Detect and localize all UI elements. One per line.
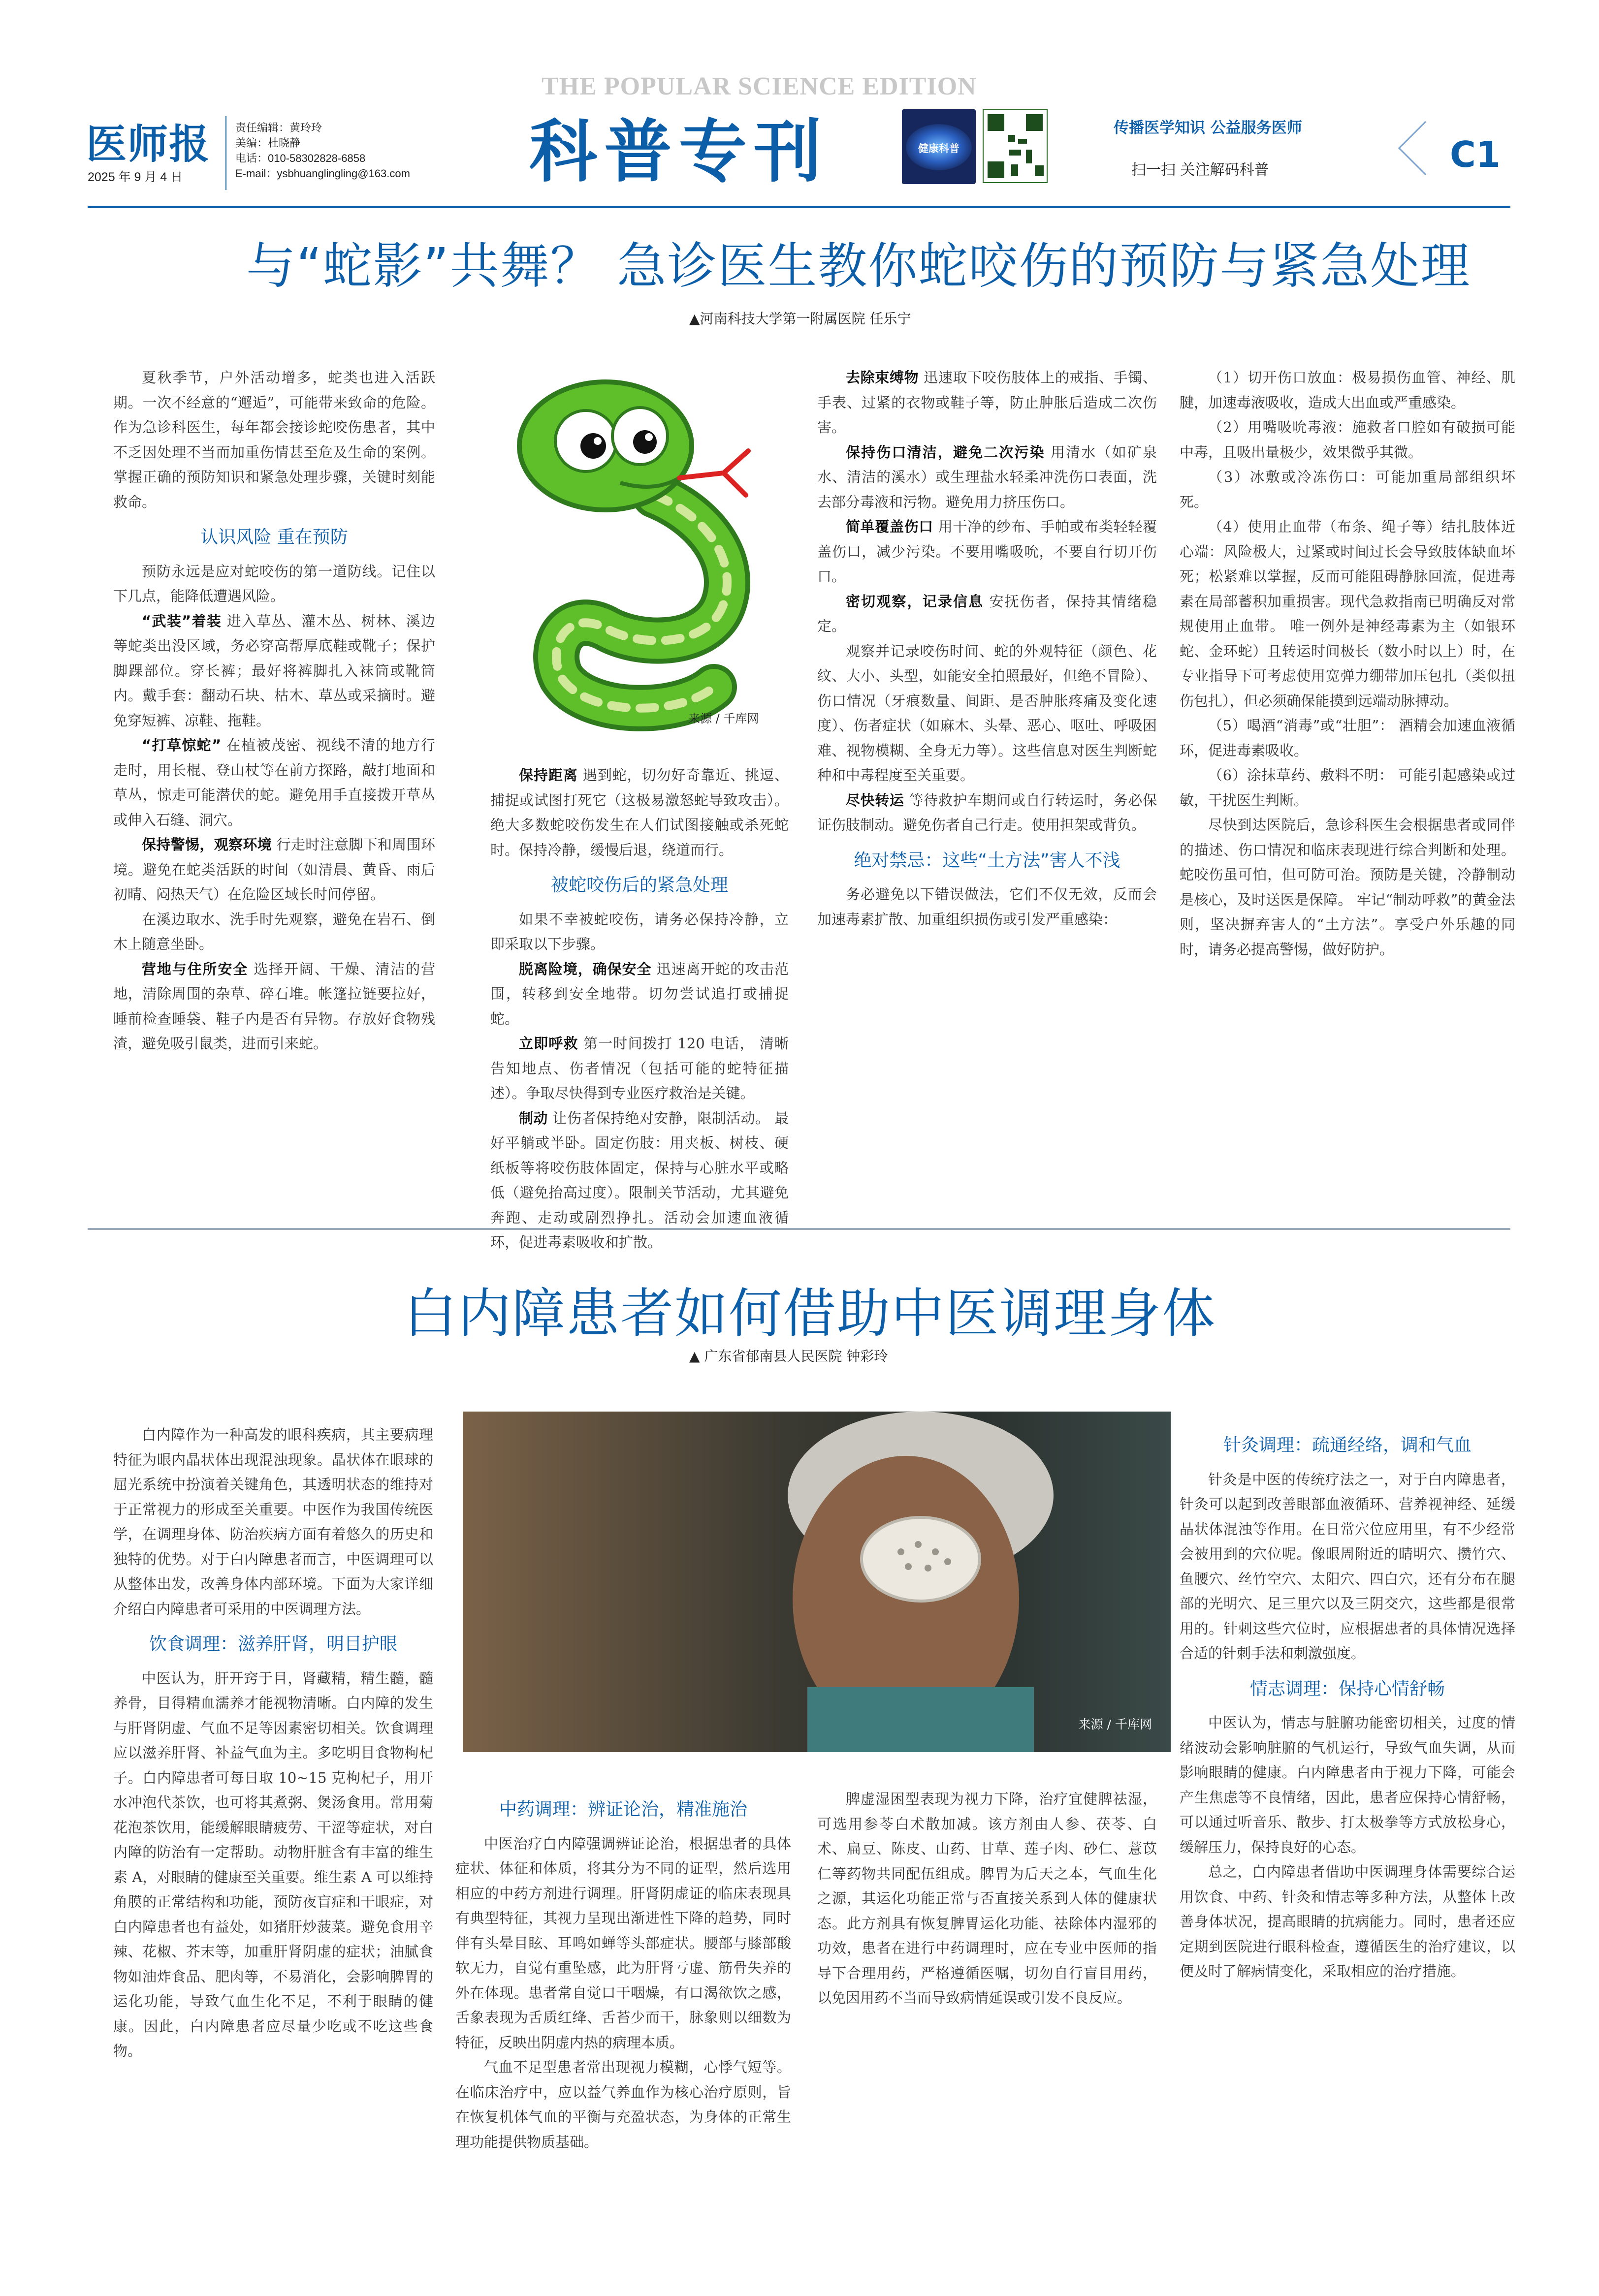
article2-byline: ▲ 广东省郁南县人民医院 钟彩玲: [689, 1348, 888, 1364]
snake-illustration: [492, 372, 798, 751]
article1-watch-label: 密切观察，记录信息: [846, 593, 984, 610]
article1-cover-text: 用干净的纱布、手帕或布类轻轻覆盖伤口，减少污染。不要用嘴吸吮，不要自行切开伤口。: [817, 518, 1157, 585]
page-number: C1: [1450, 134, 1501, 175]
article2-image-credit: 来源 / 千库网: [1078, 1717, 1152, 1731]
masthead-name: 医师报: [86, 121, 211, 168]
slogan: 传播医学知识 公益服务医师: [1114, 119, 1302, 137]
article1-forbidden-text: 务必避免以下错误做法，它们不仅无效，反而会加速毒素扩散、加重组织损伤或引发严重感染：: [817, 886, 1157, 928]
article1-forbid-2: （2）用嘴吸吮毒液：施救者口腔如有破损可能中毒，且吸出量极少，效果微乎其微。: [1180, 419, 1515, 461]
article1-clean-text: 用清水（如矿泉水、清洁的溪水）或生理盐水轻柔冲洗伤口表面，洗去部分毒液和污物。避免用力挤压伤口。: [817, 443, 1157, 510]
article1-forbid-3: （3）冰敷或冷冻伤口：可能加重局部组织坏死。: [1180, 469, 1515, 510]
article1-gear-label: “武装”着装: [142, 612, 222, 629]
chevron-left-icon: [1398, 121, 1452, 175]
issue-date: 2025 年 9 月 4 日: [88, 170, 183, 184]
article2-column-3: [817, 1787, 1157, 2011]
article1-escape-text: 迅速离开蛇的攻击范围，转移到安全地带。切勿尝试追打或捕捉蛇。: [490, 960, 789, 1027]
article2-column-1: [113, 1422, 433, 2064]
article2-acupuncture-text: 针灸是中医的传统疗法之一，对于白内障患者，针灸可以起到改善眼部血液循环、营养视神经、延缓晶状体混浊等作用。在日常穴位应用里，有不少经常会被用到的穴位呢。像眼周附近的睛明穴、攒竹穴、鱼腰穴、丝竹空穴、太阳穴、四白穴，还有分布在腿部的光明穴、足三里穴以及三阴交穴，这些都是很常用的。针刺这些穴位时，应根据患者的具体情况选择合适的针刺手法和刺激强度。: [1180, 1471, 1515, 1662]
article1-escape-label: 脱离险境，确保安全: [519, 960, 652, 977]
article1-byline: ▲河南科技大学第一附属医院 任乐宁: [689, 311, 911, 327]
article1-forbid-1: （1）切开伤口放血：极易损伤血管、神经、肌腱，加速毒液吸收，造成大出血或严重感染。: [1180, 369, 1515, 411]
article-separator: [88, 1228, 1510, 1230]
article1-forbid-6: （6）涂抹草药、敷料不明： 可能引起感染或过敏，干扰医生判断。: [1180, 767, 1515, 809]
article1-call-label: 立即呼救: [519, 1035, 578, 1052]
article1-column-1: [113, 365, 435, 1056]
staff-designer: 美编：杜晓静: [235, 137, 301, 149]
article1-call-text: 第一时间拨打 120 电话， 清晰告知地点、伤者情况（包括可能的蛇特征描述）。争取尽快得到专业医疗救治是关键。: [490, 1035, 789, 1101]
qr-code-icon[interactable]: [983, 109, 1048, 183]
article1-escape: [490, 957, 789, 1032]
article2-heading-acupuncture: 针灸调理：疏通经络，调和气血: [1223, 1435, 1471, 1455]
article1-risk-text: 预防永远是应对蛇咬伤的第一道防线。记住以下几点，能降低遭遇风险。: [113, 563, 435, 604]
article1-brake-text: 让伤者保持绝对安静，限制活动。 最好平躺或半卧。固定伤肢：用夹板、树枝、硬纸板等将咬伤肢体固定，保持与心脏水平或略低（避免抬高过度）。限制关节活动，尤其避免奔跑、走动或剧烈挣扎。活动会加速血液循环，促进毒素吸收和扩散。: [490, 1109, 789, 1251]
article1-fast-text: 等待救护车期间或自行转运时，务必保证伤肢制动。避免伤者自己行走。使用担架或背负。: [817, 791, 1157, 833]
article2-conclusion: 总之，白内障患者借助中医调理身体需要综合运用饮食、中药、针灸和情志等多种方法，从整体上改善身体状况，提高眼睛的抗病能力。同时，患者还应定期到医院进行眼科检查，遵循医生的治疗建议，以便及时了解病情变化，采取相应的治疗措施。: [1180, 1863, 1515, 1980]
article2-herb-text-3: 脾虚湿困型表现为视力下降，治疗宜健脾祛湿，可选用参苓白术散加减。该方剂由人参、茯苓、白术、扁豆、陈皮、山药、甘草、莲子肉、砂仁、薏苡仁等药物共同配伍组成。脾胃为后天之本，气血生化之源，其运化功能正常与否直接关系到人体的健康状态。此方剂具有恢复脾胃运化功能、祛除体内湿邪的功效，患者在进行中药调理时，应在专业中医师的指导下合理用药，严格遵循医嘱，切勿自行盲目用药，以免因用药不当而导致病情延误或引发不良反应。: [817, 1791, 1157, 2006]
article1-fast: [817, 788, 1157, 838]
article1-intro: 夏秋季节，户外活动增多，蛇类也进入活跃期。一次不经意的“邂逅”，可能带来致命的危险。作为急诊科医生，每年都会接诊蛇咬伤患者，其中不乏因处理不当而加重伤情甚至危及生命的案例。掌握正确的预防知识和紧急处理步骤，关键时刻能救命。: [113, 369, 435, 510]
staff-info: [235, 120, 410, 181]
article1-water: 在溪边取水、洗手时先观察，避免在岩石、倒木上随意坐卧。: [113, 911, 435, 952]
tv-logo: [902, 109, 976, 184]
article1-watch-detail: 观察并记录咬伤时间、蛇的外观特征（颜色、花纹、大小、头型，如能安全拍照最好，但绝不冒险）、伤口情况（牙痕数量、间距、是否肿胀疼痛及变化速度）、伤者症状（如麻木、头晕、恶心、呕吐、呼吸困难、视物模糊、全身无力等）。这些信息对医生判断蛇种和中毒程度至关重要。: [817, 642, 1157, 784]
snake-icon: [492, 372, 798, 751]
article1-title: 与“蛇影”共舞？ 急诊医生教你蛇咬伤的预防与紧急处理: [246, 237, 1471, 295]
article2-mood-text: 中医认为，情志与脏腑功能密切相关，过度的情绪波动会影响脏腑的气机运行，导致气血失调，从而影响眼睛的健康。白内障患者由于视力下降，可能会产生焦虑等不良情绪，因此，患者应保持心情舒畅，可以通过听音乐、散步、打太极拳等方式放松身心，缓解压力，保持良好的心态。: [1180, 1714, 1515, 1856]
article1-cover-label: 简单覆盖伤口: [846, 518, 933, 535]
scan-prompt: 扫一扫 关注解码科普: [1131, 161, 1269, 179]
article1-call: [490, 1031, 789, 1106]
masthead-divider: [225, 116, 226, 190]
article1-camp: [113, 957, 435, 1056]
article1-distance-text: 遇到蛇，切勿好奇靠近、挑逗、捕捉或试图打死它（这极易激怒蛇导致攻击）。绝大多数蛇咬伤发生在人们试图接触或杀死蛇时。保持冷静，缓慢后退，绕道而行。: [490, 767, 789, 858]
article2-herb-text-2: 气血不足型患者常出现视力模糊，心悸气短等。在临床治疗中，应以益气养血作为核心治疗原则，旨在恢复机体气血的平衡与充盈状态，为身体的正常生理功能提供物质基础。: [455, 2059, 791, 2150]
article1-distance-label: 保持距离: [519, 767, 578, 784]
staff-email: E-mail：ysbhuanglingling@163.com: [235, 167, 410, 180]
article1-column-2: [490, 763, 789, 1255]
article1-camp-label: 营地与住所安全: [142, 960, 249, 977]
article1-grass-label: “打草惊蛇”: [142, 737, 222, 754]
tv-logo-label: 健康科普: [918, 143, 959, 155]
article1-clean-label: 保持伤口清洁，避免二次污染: [846, 443, 1045, 461]
article1-closing: 尽快到达医院后，急诊科医生会根据患者或同伴的描述、伤口情况和临床表现进行综合判断和处理。蛇咬伤虽可怕，但可防可治。预防是关键，冷静制动是核心，及时送医是保障。 牢记“制动呼救”的黄金法则，坚决摒弃害人的“土方法”。享受户外乐趣的同时，请务必提高警惕，做好防护。: [1180, 817, 1515, 958]
article1-gear: [113, 609, 435, 733]
article1-brake-label: 制动: [519, 1109, 548, 1127]
article2-diet-text: 中医认为，肝开窍于目，肾藏精，精生髓，髓养骨，目得精血濡养才能视物清晰。白内障的发生与肝肾阴虚、气血不足等因素密切相关。饮食调理应以滋养肝肾、补益气血为主。多吃明目食物枸杞子。白内障患者可每日取 10~15 克枸杞子，用开水冲泡代茶饮，也可将其煮粥、煲汤食用。常用菊花泡茶饮用，能缓解眼睛疲劳、干涩等症状，对白内障的防治有一定帮助。动物肝脏含有丰富的维生素 A，对眼睛的健康至关重要。维生素 A 可以维持角膜的正常结构和功能，预防夜盲症和干眼症，对白内障患者也有益处，如猪肝炒菠菜。避免食用辛辣、花椒、芥末等，加重肝肾阴虚的症状；油腻食物如油炸食品、肥肉等，不易消化，会影响脾胃的运化功能，导致气血生化不足，不利于眼睛的健康。因此，白内障患者应尽量少吃或不吃这些食物。: [113, 1669, 433, 2059]
article2-column-4: [1180, 1422, 1515, 1984]
patient-with-eye-shield-image: [463, 1412, 1171, 1752]
article1-emergency-text: 如果不幸被蛇咬伤，请务必保持冷静，立即采取以下步骤。: [490, 911, 789, 952]
article1-column-3: [817, 365, 1157, 932]
staff-editor: 责任编辑：黄玲玲: [235, 122, 322, 134]
article1-grass: [113, 733, 435, 832]
article1-image-credit: 来源 / 千库网: [688, 712, 759, 725]
article2-title: 白内障患者如何借助中医调理身体: [404, 1283, 1216, 1345]
article1-gear-text: 进入草丛、灌木丛、树林、溪边等蛇类出没区域，务必穿高帮厚底鞋或靴子；保护脚踝部位。穿长裤；最好将裤脚扎入袜筒或靴筒内。戴手套：翻动石块、枯木、草丛或采摘时。避免穿短裤、凉鞋、拖鞋。: [113, 612, 436, 729]
article1-heading-forbidden: 绝对禁忌：这些“土方法”害人不浅: [854, 850, 1120, 871]
article1-forbid-4: （4）使用止血带（布条、绳子等）结扎肢体近心端：风险极大，过紧或时间过长会导致肢体缺血坏死；松紧难以掌握，反而可能阻碍静脉回流，促进毒素在局部蓄积加重损害。现代急救指南已明确反对常规使用止血带。 唯一例外是神经毒素为主（如银环蛇、金环蛇）且转运时间极长（数小时以上）时，在专业指导下可考虑使用宽弹力绷带加压包扎（类似扭伤包扎），但必须确保能摸到远端动脉搏动。: [1180, 518, 1515, 709]
article1-watch-text: 安抚伤者，保持其情绪稳定。: [817, 593, 1157, 634]
article1-brake: [490, 1106, 789, 1255]
cataract-patient-photo: [463, 1412, 1171, 1752]
article1-camp-text: 选择开阔、干燥、清洁的营地，清除周围的杂草、碎石堆。帐篷拉链要拉好，睡前检查睡袋、鞋子内是否有异物。存放好食物残渣，避免吸引鼠类，进而引来蛇。: [113, 960, 435, 1052]
article2-heading-herb: 中药调理：辨证论治，精准施治: [499, 1799, 747, 1820]
header-rule: [88, 206, 1510, 208]
article1-watch: [817, 589, 1157, 639]
article1-column-4: [1180, 365, 1515, 962]
article1-bind: [817, 365, 1157, 440]
section-title: 科普专刊: [529, 112, 829, 191]
article2-intro: 白内障作为一种高发的眼科疾病，其主要病理特征为眼内晶状体出现混浊现象。晶状体在眼球的屈光系统中扮演着关键角色，其透明状态的维持对于正常视力的形成至关重要。中医作为我国传统医学，在调理身体、防治疾病方面有着悠久的历史和独特的优势。对于白内障患者而言，中医调理可以从整体出发，改善身体内部环境。下面为大家详细介绍白内障患者可采用的中医调理方法。: [113, 1426, 433, 1617]
article1-cover: [817, 514, 1157, 589]
article1-forbid-5: （5）喝酒“消毒”或“壮胆”： 酒精会加速血液循环，促进毒素吸收。: [1180, 717, 1515, 759]
article2-heading-mood: 情志调理：保持心情舒畅: [1249, 1678, 1445, 1699]
article2-heading-diet: 饮食调理：滋养肝肾，明目护眼: [149, 1634, 397, 1654]
article1-alert-text: 行走时注意脚下和周围环境。避免在蛇类活跃的时间（如清晨、黄昏、雨后初晴、闷热天气）在危险区域长时间停留。: [113, 836, 435, 903]
article1-clean: [817, 440, 1157, 515]
article1-bind-label: 去除束缚物: [846, 369, 919, 386]
article1-heading-emergency: 被蛇咬伤后的紧急处理: [550, 875, 728, 895]
article1-alert-label: 保持警惕，观察环境: [142, 836, 272, 853]
article1-heading-risk: 认识风险 重在预防: [200, 527, 348, 547]
article1-grass-text: 在植被茂密、视线不清的地方行走时，用长棍、登山杖等在前方探路，敲打地面和草丛，惊走可能潜伏的蛇。避免用手直接拨开草丛或伸入石缝、洞穴。: [113, 737, 435, 828]
staff-phone: 电话：010-58302828-6858: [235, 152, 366, 164]
edition-label: THE POPULAR SCIENCE EDITION: [542, 72, 977, 100]
article1-fast-label: 尽快转运: [846, 791, 904, 809]
article1-bind-text: 迅速取下咬伤肢体上的戒指、手镯、手表、过紧的衣物或鞋子等，防止肿胀后造成二次伤害。: [817, 369, 1157, 436]
article1-distance: [490, 763, 789, 862]
article2-column-2: [455, 1787, 791, 2154]
article1-alert: [113, 832, 435, 907]
article2-herb-text-1: 中医治疗白内障强调辨证论治，根据患者的具体症状、体征和体质，将其分为不同的证型，然后选用相应的中药方剂进行调理。肝肾阴虚证的临床表现具有典型特征，其视力呈现出渐进性下降的趋势，同时伴有头晕目眩、耳鸣如蝉等头部症状。腰部与膝部酸软无力，自觉有重坠感，此为肝肾亏虚、筋骨失养的外在体现。患者常自觉口干咽燥，有口渴欲饮之感，舌象表现为舌质红绛、舌苔少而干，脉象则以细数为特征，反映出阴虚内热的病理本质。: [455, 1835, 791, 2051]
